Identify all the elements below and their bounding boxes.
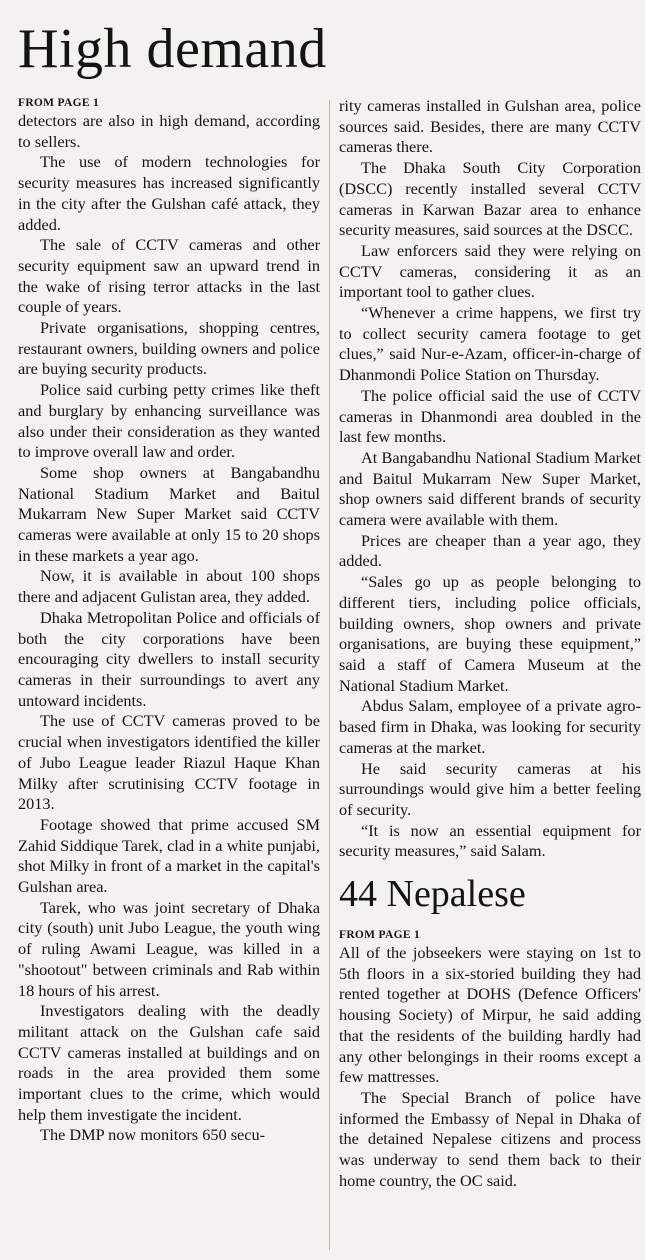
paragraph: The use of modern technologies for security measures has increased significantly in the city after the Gulshan café attack, they added. [18, 152, 320, 234]
paragraph: Investigators dealing with the deadly militant attack on the Gulshan cafe said CCTV cameras installed at buildings and on roads in the area provided them some important clues to the crime, which would help them investigate the incident. [18, 1001, 320, 1124]
left-column [18, 96, 320, 1146]
sub-headline: 44 Nepalese [339, 873, 526, 916]
paragraph: Dhaka Metropolitan Police and officials of both the city corporations have been encouraging city dwellers to install security cameras in their surroundings to avert any untoward incidents. [18, 607, 320, 710]
paragraph: The use of CCTV cameras proved to be crucial when investigators identified the killer of Jubo League leader Riazul Haque Khan Milky after scrutinising CCTV footage in 2013. [18, 711, 320, 814]
paragraph: Police said curbing petty crimes like theft and burglary by enhancing surveillance was also under their consideration as they wanted to improve overall law and order. [18, 380, 320, 462]
paragraph: The Special Branch of police have informed the Embassy of Nepal in Dhaka of the detained Nepalese citizens and process was underway to send them back to their home country, the OC said. [339, 1087, 641, 1190]
paragraph: Law enforcers said they were relying on CCTV cameras, considering it as an important tool to gather clues. [339, 240, 641, 302]
paragraph: “It is now an essential equipment for security measures,” said Salam. [339, 820, 641, 861]
paragraph: detectors are also in high demand, according to sellers. [18, 111, 320, 151]
paragraph: Now, it is available in about 100 shops there and adjacent Gulistan area, they added. [18, 566, 320, 607]
paragraph: The police official said the use of CCTV cameras in Dhanmondi area doubled in the last few months. [339, 385, 641, 447]
headline: High demand [18, 18, 327, 80]
paragraph: He said security cameras at his surroundings would give him a better feeling of security. [339, 758, 641, 819]
paragraph: rity cameras installed in Gulshan area, police sources said. Besides, there are many CCTV cameras there. [339, 96, 641, 157]
from-page-label: FROM PAGE 1 [18, 97, 100, 109]
from-page-label: FROM PAGE 1 [339, 929, 421, 942]
article-44-nepalese [339, 874, 641, 1191]
paragraph: Abdus Salam, employee of a private agro-based firm in Dhaka, was looking for security cameras at the market. [339, 696, 641, 757]
paragraph: At Bangabandhu National Stadium Market and Baitul Mukarram New Super Market, shop owners said different brands of security camera were available with them. [339, 447, 641, 530]
paragraph: Footage showed that prime accused SM Zahid Siddique Tarek, clad in a white punjabi, shot Milky in front of a market in the capital's Gulshan area. [18, 814, 320, 897]
paragraph: The DMP now monitors 650 secu- [40, 1125, 266, 1145]
paragraph: All of the jobseekers were staying on 1st to 5th floors in a six-storied building they had rented together at DOHS (Defence Officers' housing Society) of Mirpur, he said adding that the residents of the building hardly had any other belongings in their rooms except a few mattresses. [339, 943, 641, 1087]
right-column [339, 96, 641, 1191]
column-divider [329, 100, 330, 1250]
paragraph: The sale of CCTV cameras and other security equipment saw an upward trend in the wake of rising terror attacks in the last couple of years. [18, 235, 320, 317]
paragraph: Prices are cheaper than a year ago, they added. [339, 530, 641, 571]
paragraph: Some shop owners at Bangabandhu National Stadium Market and Baitul Mukarram New Super Market said CCTV cameras were available at only 15 to 20 shops in these markets a year ago. [18, 462, 320, 565]
paragraph: Private organisations, shopping centres, restaurant owners, building owners and police are buying security products. [18, 318, 320, 379]
paragraph: Tarek, who was joint secretary of Dhaka city (south) unit Jubo League, the youth wing of ruling Awami League, was killed in a "shootout" between criminals and Rab within 18 hours of his arrest. [18, 897, 320, 1000]
paragraph: “Sales go up as people belonging to different tiers, including police officials, building owners, shop owners and private organisations, are buying these equipment,” said a staff of Camera Museum at the National Stadium Market. [339, 572, 641, 695]
paragraph: “Whenever a crime happens, we first try to collect security camera footage to get clues,” said Nur-e-Azam, officer-in-charge of Dhanmondi Police Station on Thursday. [339, 303, 641, 385]
paragraph: The Dhaka South City Corporation (DSCC) recently installed several CCTV cameras in Karwan Bazar area to enhance security measures, said sources at the DSCC. [339, 158, 641, 240]
